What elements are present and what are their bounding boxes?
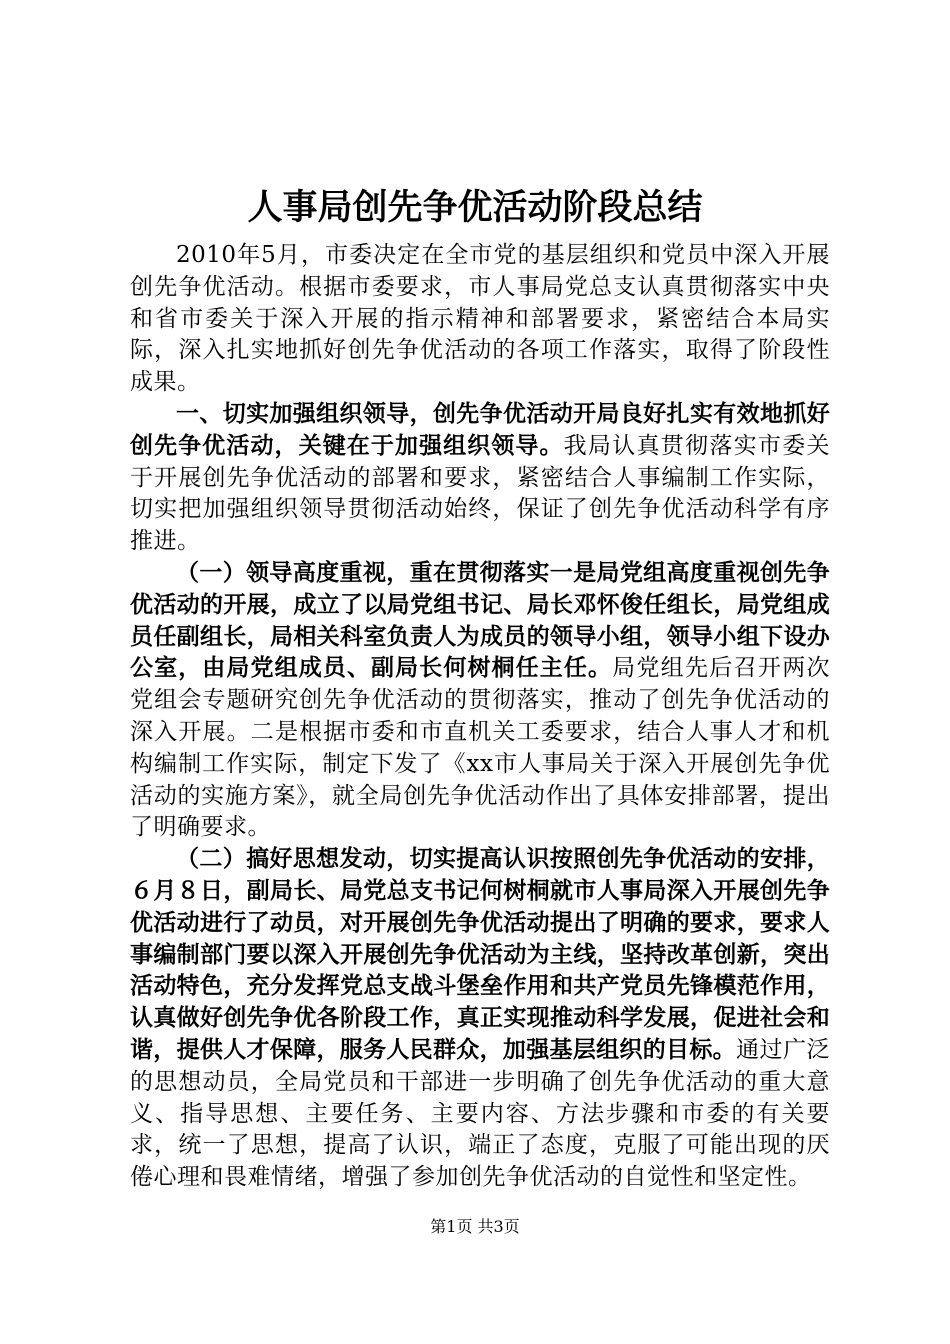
paragraph-text: 我局认真贯彻落实市委关于开展创先争优活动的部署和要求，紧密结合人事编制工作实际，切实把加强组织领导贯彻活动始终，保证了创先争优活动科学有序推进。 — [130, 432, 830, 555]
paragraph-text: 局党组先后召开两次党组会专题研究创先争优活动的贯彻落实，推动了创先争优活动的深入开展。二是根据市委和市直机关工委要求，结合人事人才和机构编制工作实际，制定下发了《xx市人事局关于深入开展创先争优活动的实施方案》，就全局创先争优活动作出了具体安排部署，提出了明确要求。 — [130, 655, 831, 841]
subsection-one-paragraph — [130, 558, 830, 844]
subsection-heading: （一）领导高度重视，重在贯彻落实一是局党组高度重视创先争优活动的开展，成立了以局党组书记、局长邓怀俊任组长，局党组成员任副组长，局相关科室负责人为成员的领导小组，领导小组下设办公室，由局党组成员、副局长何树桐任主任。 — [130, 559, 830, 682]
intro-paragraph — [130, 240, 830, 399]
subsection-heading: （二）搞好思想发动，切实提高认识按照创先争优活动的安排，６月８日，副局长、局党总支书记何树桐就市人事局深入开展创先争优活动进行了动员，对开展创先争优活动提出了明确的要求，要求人事编制部门要以深入开展创先争优活动为主线，坚持改革创新，突出活动特色，充分发挥党总支战斗堡垒作用和共产党员先锋模范作用，认真做好创先争优各阶段工作，真正实现推动科学发展，促进社会和谐，提供人才保障，服务人民群众，加强基层组织的目标。 — [130, 846, 830, 1063]
document-body — [130, 240, 830, 1194]
subsection-two-paragraph — [130, 844, 830, 1194]
section-heading: 一、切实加强组织领导，创先争优活动开局良好扎实有效地抓好创先争优活动，关键在于加强组织领导。 — [130, 400, 830, 459]
section-one-paragraph — [130, 399, 830, 558]
page-footer: 第1页 共3页 — [430, 1217, 520, 1236]
paragraph-text: 2010年5月，市委决定在全市党的基层组织和党员中深入开展创先争优活动。根据市委要求，市人事局党总支认真贯彻落实中央和省市委关于深入开展的指示精神和部署要求，紧密结合本局实际，深入扎实地抓好创先争优活动的各项工作落实，取得了阶段性成果。 — [130, 242, 830, 396]
document-title: 人事局创先争优活动阶段总结 — [247, 188, 703, 228]
paragraph-text: 通过广泛的思想动员，全局党员和干部进一步明确了创先争优活动的重大意义、指导思想、主要任务、主要内容、方法步骤和市委的有关要求，统一了思想，提高了认识，端正了态度，克服了可能出现的厌倦心理和畏难情绪，增强了参加创先争优活动的自觉性和坚定性。 — [130, 1036, 830, 1191]
